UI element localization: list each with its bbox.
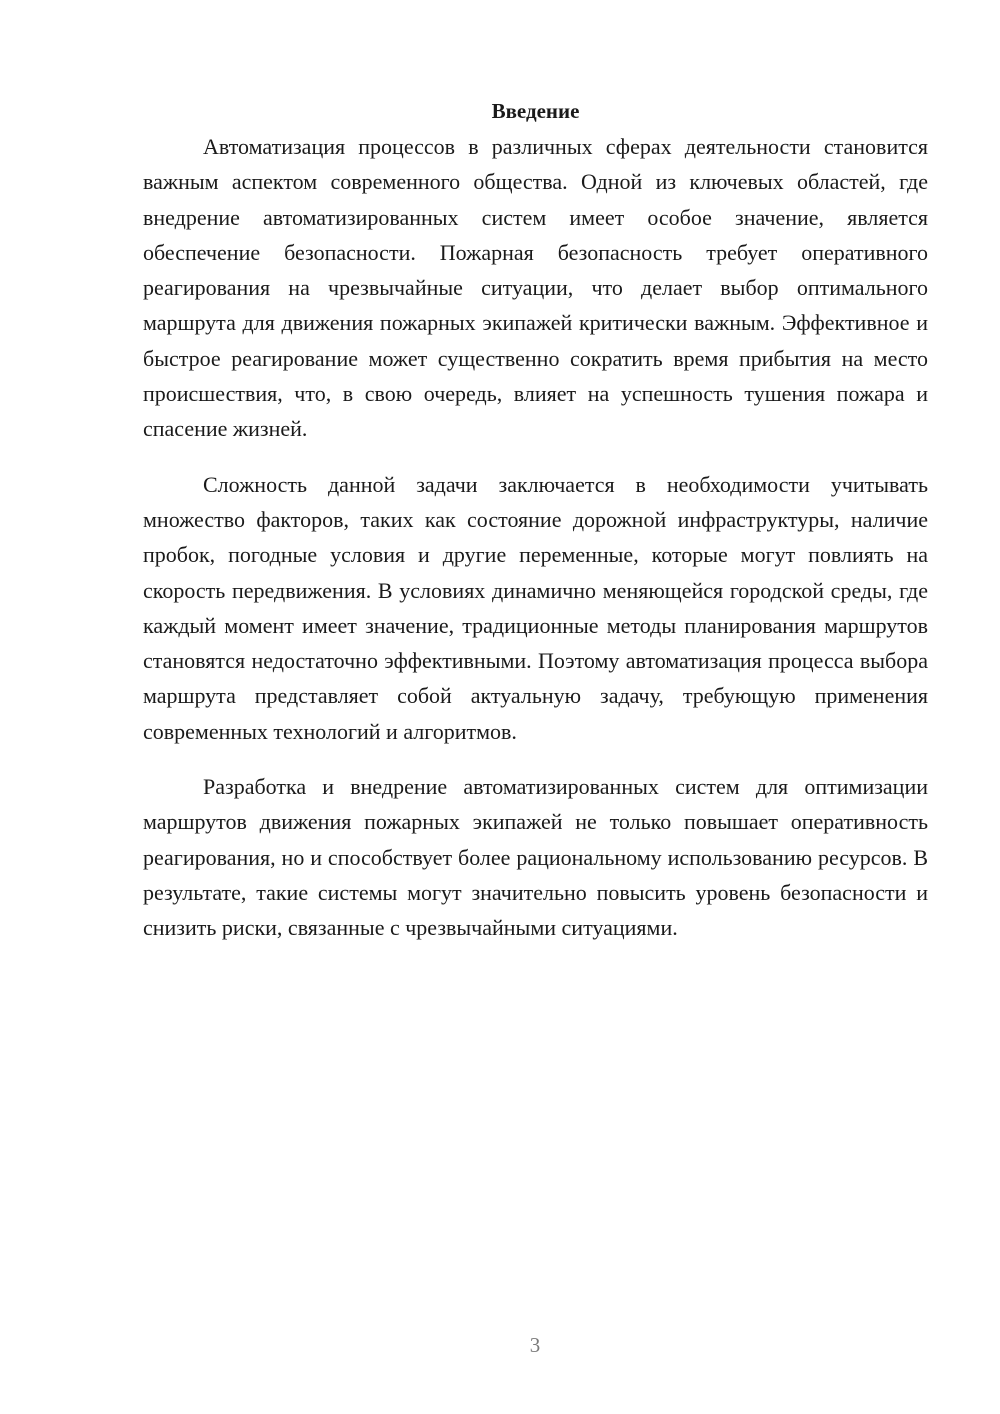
page-content [143, 96, 928, 966]
page-number: 3 [529, 1333, 541, 1357]
paragraph-3: Разработка и внедрение автоматизированных систем для оптимизации маршрутов движения пожарных экипажей не только повышает оперативность реагирования, но и способствует более рациональному использованию ресурсов. В результате, такие системы могут значительно повысить уровень безопасности и снизить риски, связанные с чрезвычайными ситуациями. [143, 774, 928, 941]
paragraph-1: Автоматизация процессов в различных сферах деятельности становится важным аспектом современного общества. Одной из ключевых областей, где внедрение автоматизированных систем имеет особое значение, является обеспечение безопасности. Пожарная безопасность требует оперативного реагирования на чрезвычайные ситуации, что делает выбор оптимального маршрута для движения пожарных экипажей критически важным. Эффективное и быстрое реагирование может существенно сократить время прибытия на место происшествия, что, в свою очередь, влияет на успешность тушения пожара и спасение жизней. [143, 134, 928, 442]
paragraph-2: Сложность данной задачи заключается в необходимости учитывать множество факторов, таких как состояние дорожной инфраструктуры, наличие пробок, погодные условия и другие переменные, которые могут повлиять на скорость передвижения. В условиях динамично меняющейся городской среды, где каждый момент имеет значение, традиционные методы планирования маршрутов становятся недостаточно эффективными. Поэтому автоматизация процесса выбора маршрута представляет собой актуальную задачу, требующую применения современных технологий и алгоритмов. [143, 471, 928, 744]
section-heading: Введение [491, 99, 580, 123]
